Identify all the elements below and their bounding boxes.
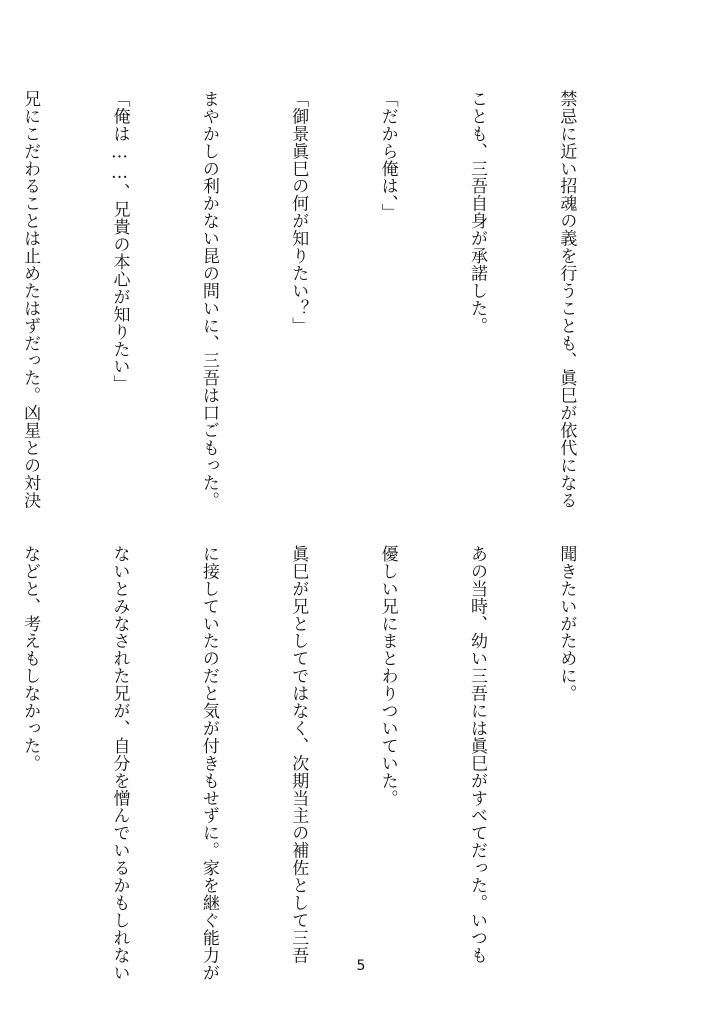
text-line: 「だから俺は、」 [377, 90, 398, 222]
text-line: 優しい兄にまとわりついていた。 [377, 545, 398, 807]
text-line: 「御景眞巳の何が知りたい？」 [288, 90, 309, 335]
text-line: 「俺は……、兄貴の本心が知りたい」 [109, 90, 130, 393]
text-line: などと、考えもしなかった。 [20, 545, 41, 772]
text-line: 聞きたいがために。 [556, 545, 577, 703]
text-line: ないとみなされた兄が、自分を憎んでいるかもしれない [109, 545, 130, 982]
text-line: まやかしの利かない昆の問いに、三吾は口ごもった。 [198, 90, 219, 509]
text-line: あの当時、幼い三吾には眞巳がすべてだった。いつも [467, 545, 488, 964]
text-line: ことも、三吾自身が承諾した。 [467, 90, 488, 335]
text-line: 兄にこだわることは止めたはずだった。凶星との対決 [20, 90, 41, 509]
text-line: 禁忌に近い招魂の義を行うことも、眞巳が依代になる [556, 90, 577, 509]
page-number: 5 [356, 958, 366, 974]
text-line: に接していたのだと気が付きもせずに。家を継ぐ能力が [198, 545, 219, 982]
top-text-block [20, 90, 640, 509]
text-line: 眞巳が兄としてではなく、次期当主の補佐として三吾 [288, 545, 309, 964]
bottom-text-block [20, 545, 640, 982]
